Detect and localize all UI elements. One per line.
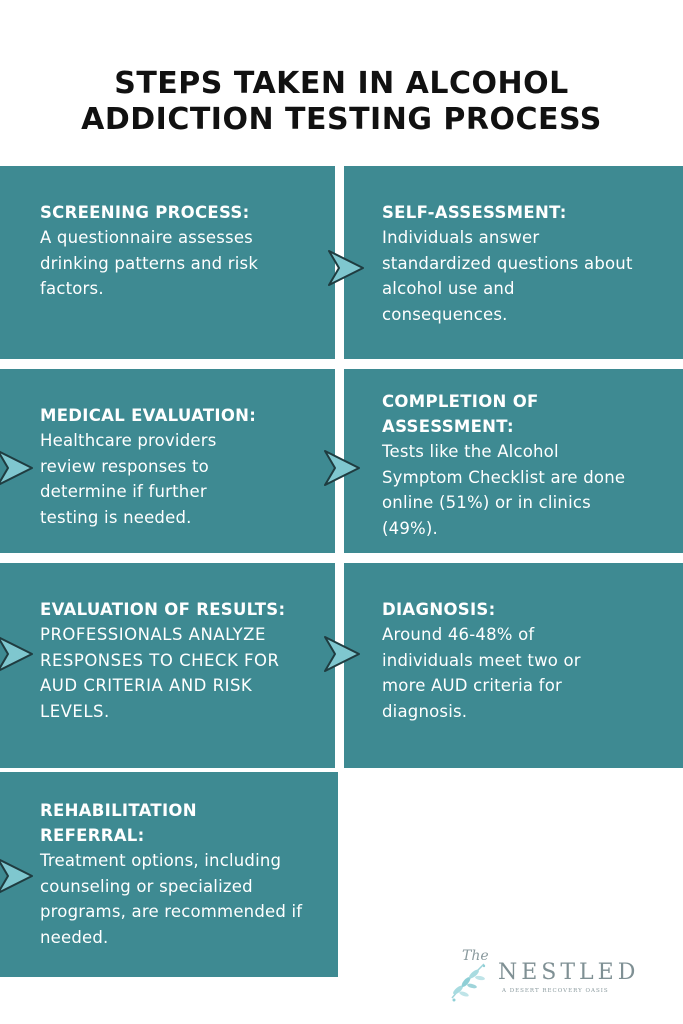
logo-the: The: [462, 948, 489, 964]
step-card-medical-evaluation: [0, 369, 335, 553]
step-heading: REHABILITATION REFERRAL:: [40, 801, 197, 845]
step-heading: DIAGNOSIS:: [382, 600, 496, 619]
step-card-completion-of-assessment: [344, 369, 683, 553]
step-description: Individuals answer standardized questions about alcohol use and consequences.: [382, 228, 633, 324]
step-heading: EVALUATION OF RESULTS:: [40, 600, 286, 619]
step-card-self-assessment: [344, 166, 683, 359]
step-card-screening: [0, 166, 335, 359]
page-title: [0, 66, 683, 138]
logo-name: NESTLED: [498, 960, 640, 985]
chevron-right-icon: [0, 635, 34, 673]
chevron-right-icon: [323, 449, 361, 487]
step-description: Healthcare providers review responses to determine if further testing is needed.: [40, 431, 217, 527]
chevron-right-icon: [327, 249, 365, 287]
step-description: PROFESSIONALS ANALYZE RESPONSES TO CHECK FOR AUD CRITERIA AND RISK LEVELS.: [40, 625, 280, 721]
title-line-1: STEPS TAKEN IN ALCOHOL: [114, 66, 569, 101]
step-card-evaluation-of-results: [0, 563, 335, 768]
step-description: Tests like the Alcohol Symptom Checklist are done online (51%) or in clinics (49%).: [382, 442, 626, 538]
step-description: A questionnaire assesses drinking patterns and risk factors.: [40, 228, 259, 298]
step-description: Around 46-48% of individuals meet two or more AUD criteria for diagnosis.: [382, 625, 581, 721]
step-heading: COMPLETION OF ASSESSMENT:: [382, 392, 539, 436]
step-card-diagnosis: [344, 563, 683, 768]
chevron-right-icon: [0, 449, 34, 487]
step-heading: SCREENING PROCESS:: [40, 203, 250, 222]
step-description: Treatment options, including counseling or specialized programs, are recommended if needed.: [40, 851, 303, 947]
logo-tagline: A DESERT RECOVERY OASIS: [502, 988, 609, 994]
step-card-rehabilitation-referral: [0, 772, 338, 977]
step-heading: SELF-ASSESSMENT:: [382, 203, 567, 222]
brand-logo: [444, 946, 640, 1006]
chevron-right-icon: [0, 857, 34, 895]
chevron-right-icon: [323, 635, 361, 673]
step-heading: MEDICAL EVALUATION:: [40, 406, 257, 425]
title-line-2: ADDICTION TESTING PROCESS: [81, 102, 602, 137]
